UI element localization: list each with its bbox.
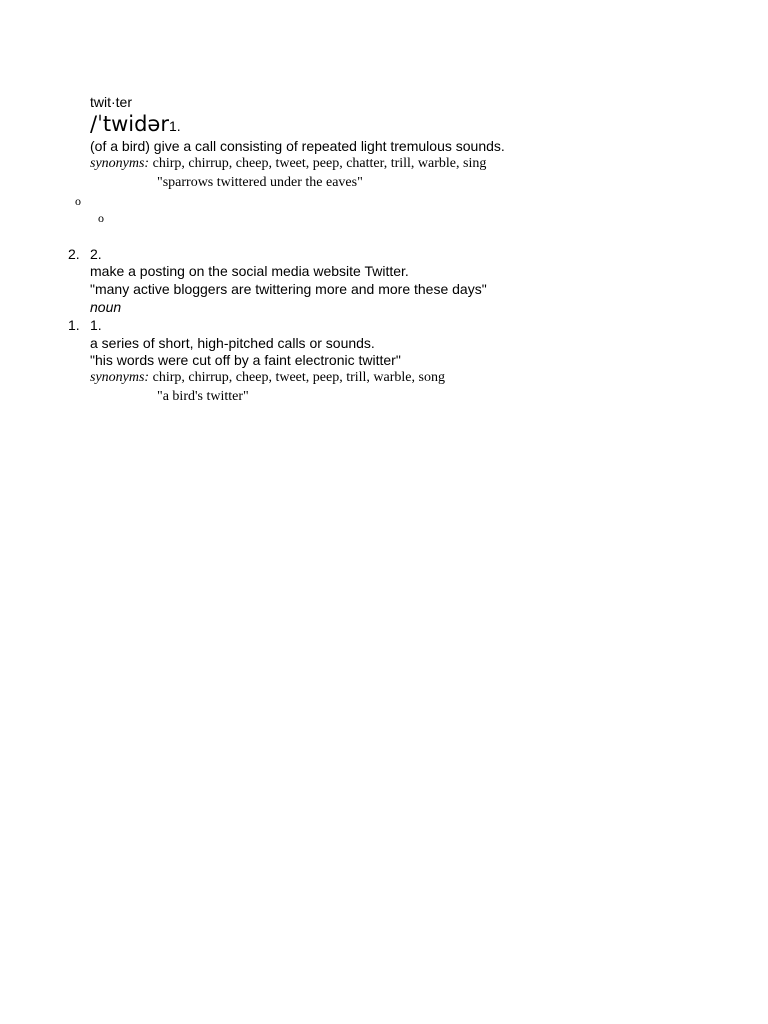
noun-definition-1: a series of short, high-pitched calls or sounds. [90,335,375,351]
synonyms-list: chirp, chirrup, cheep, tweet, peep, trill, warble, song [152,370,445,385]
pronunciation-line [90,114,181,135]
verb-example-2: "many active bloggers are twittering more and more these days" [90,281,487,297]
list-marker-1-outer: 1. [68,317,80,333]
noun-synonyms-line [90,371,445,385]
list-bullet-outer: o [75,194,81,208]
synonyms-list: chirp, chirrup, cheep, tweet, peep, chatter, trill, warble, sing [152,156,487,171]
part-of-speech-noun: noun [90,299,122,315]
list-marker-2-outer: 2. [68,246,80,262]
noun-synonym-example: "a bird's twitter" [157,389,249,404]
sense-number-1: 1. [168,118,181,134]
verb-definition-1: (of a bird) give a call consisting of repeated light tremulous sounds. [90,138,505,154]
synonyms-label: synonyms: [90,156,150,171]
synonyms-label: synonyms: [90,370,150,385]
list-bullet-inner: o [98,211,104,225]
list-marker-2-inner: 2. [90,246,102,262]
verb-example-1: "sparrows twittered under the eaves" [157,175,363,190]
verb-synonyms-line [90,157,486,171]
verb-definition-2: make a posting on the social media website Twitter. [90,263,409,279]
noun-example-1: "his words were cut off by a faint electronic twitter" [90,352,401,368]
list-marker-1-inner: 1. [90,317,102,333]
pronunciation: /ˈtwidər [90,112,169,136]
headword: twit·ter [90,94,132,110]
